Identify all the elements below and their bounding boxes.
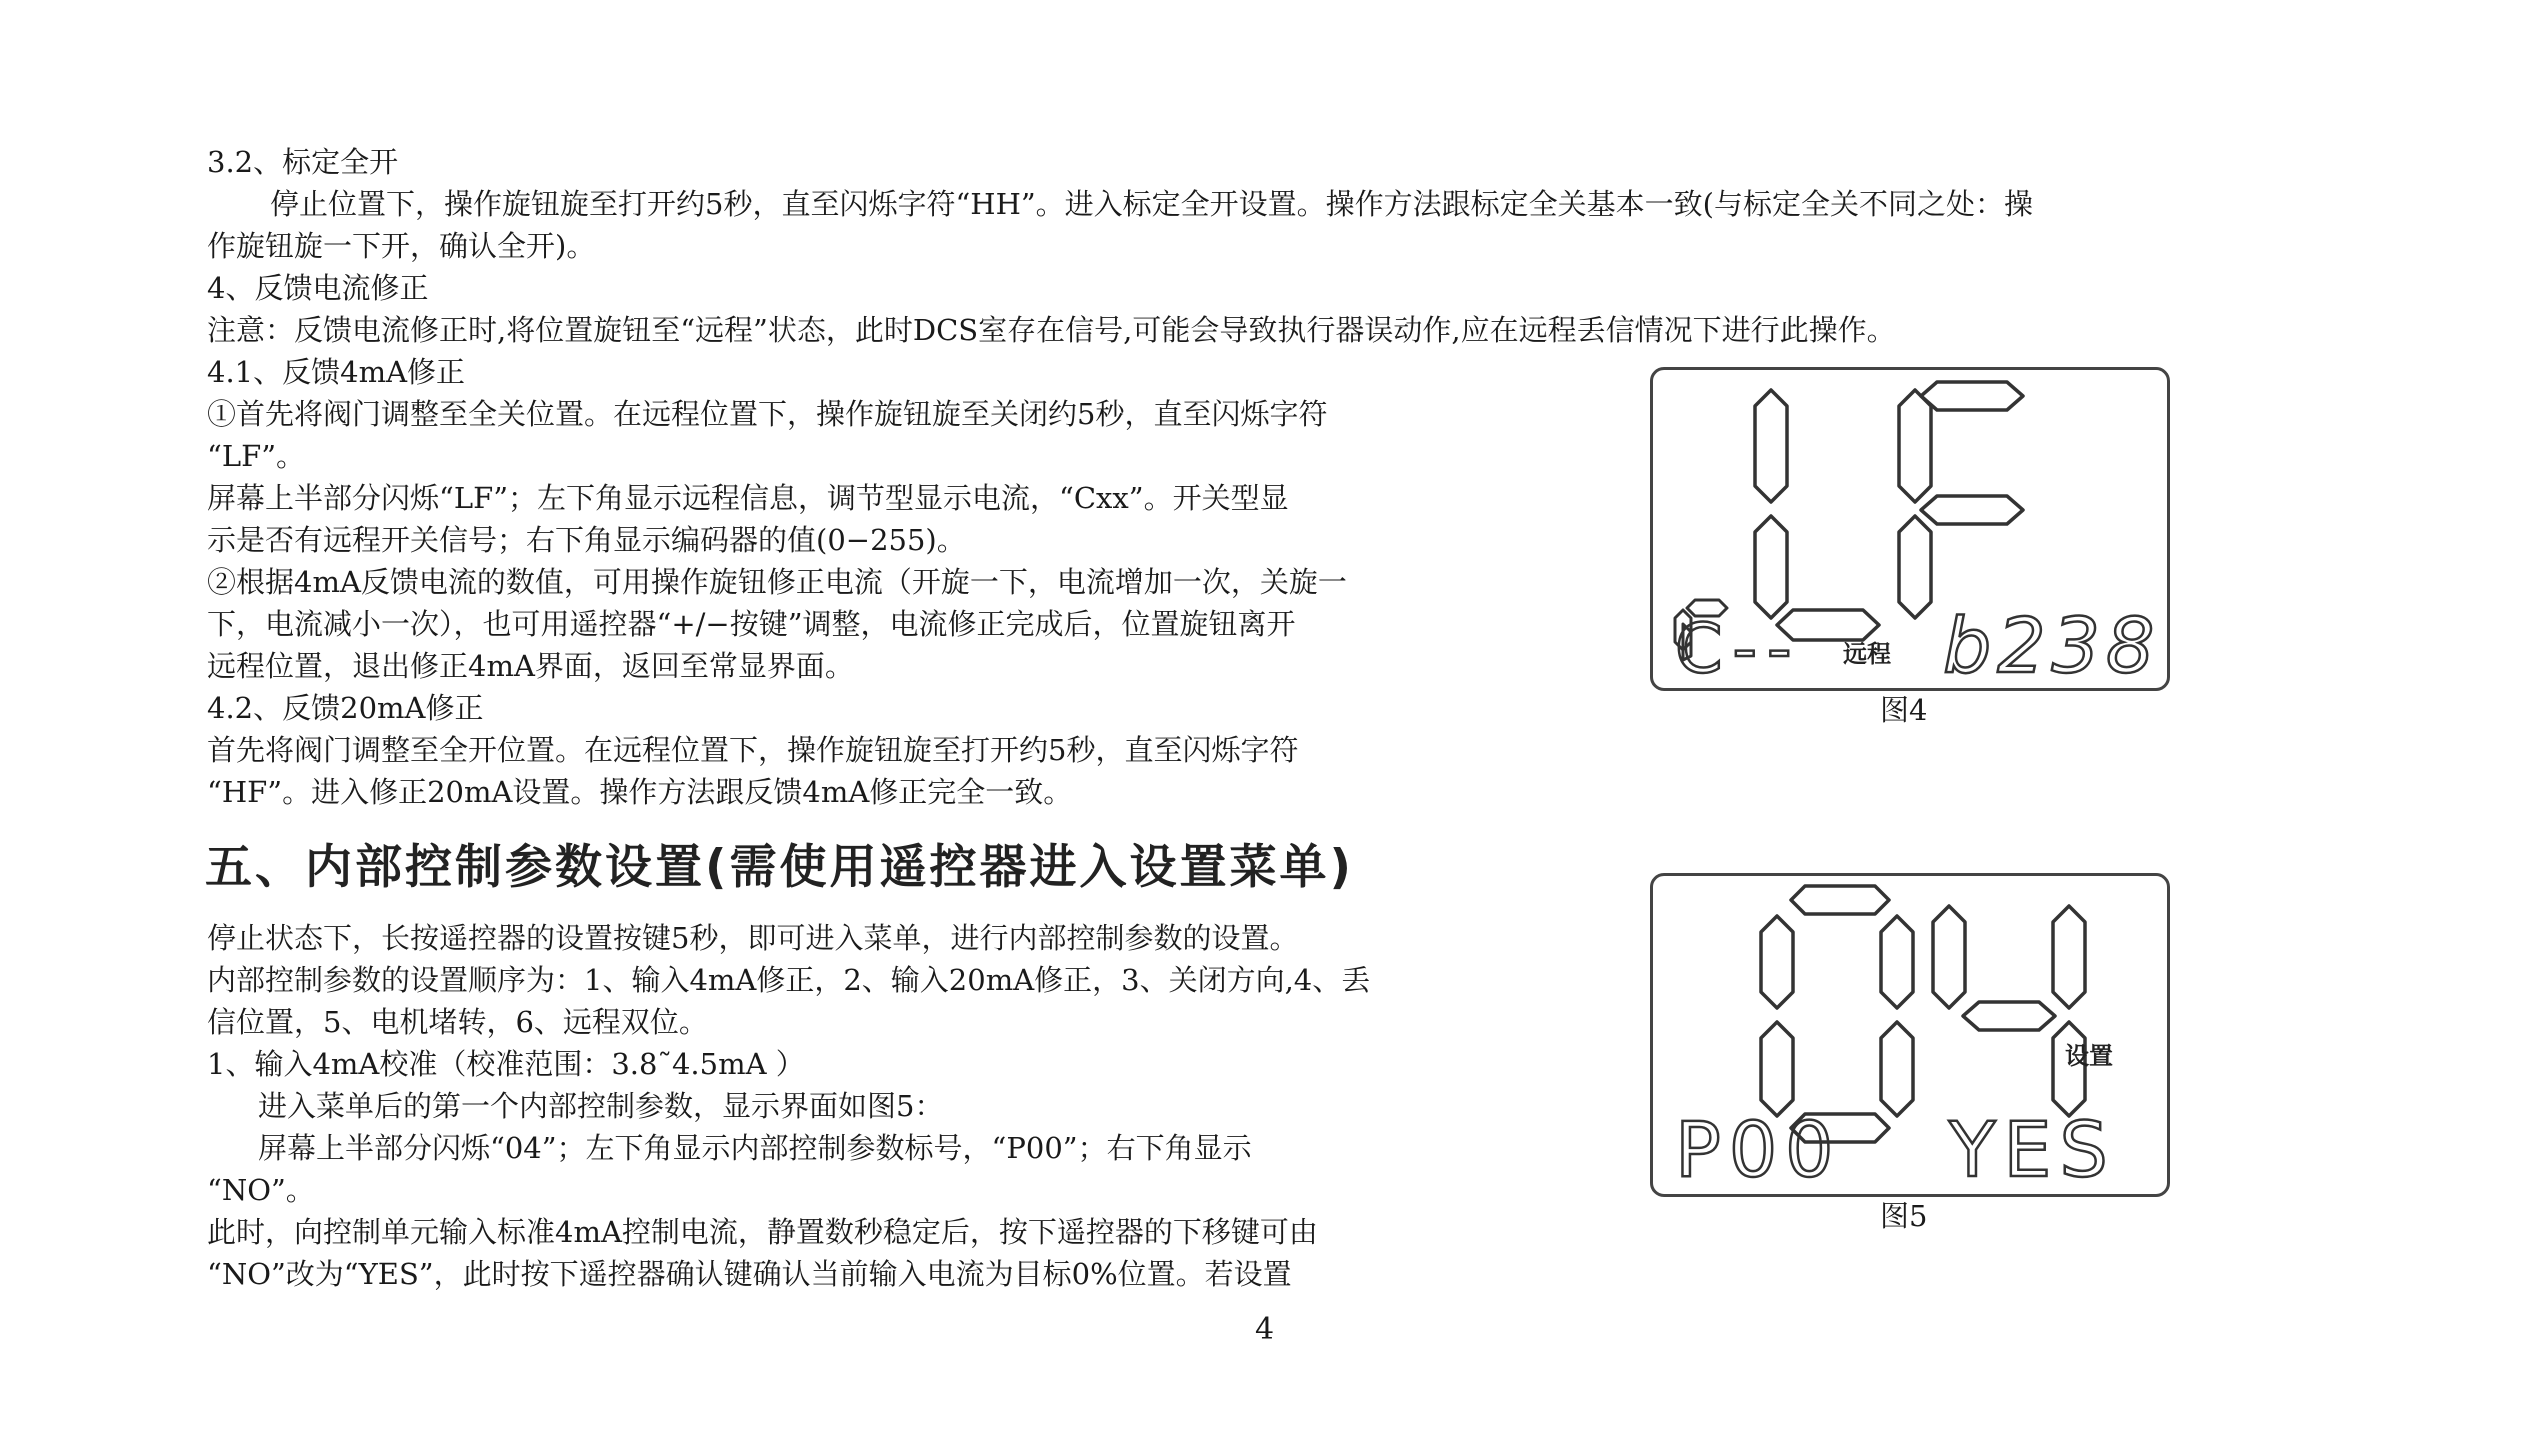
lcd-tag: 远程 [1843, 640, 1891, 668]
lcd-main-text: LF [1653, 370, 1655, 371]
paragraph-line: “NO”。 [207, 1173, 315, 1207]
segment [1899, 516, 1931, 618]
section-4-2-heading: 4.2、反馈20mA修正 [207, 691, 484, 725]
paragraph-line: 屏幕上半部分闪烁“04”；左下角显示内部控制参数标号，“P00”；右下角显示 [258, 1131, 1252, 1165]
segment [1791, 886, 1889, 914]
paragraph-line: 屏幕上半部分闪烁“LF”；左下角显示远程信息，调节型显示电流，“Cxx”。开关型显 [207, 481, 1289, 515]
segment [1761, 916, 1793, 1008]
segment [1755, 390, 1787, 502]
segment [1963, 1002, 2055, 1030]
paragraph-line: 首先将阀门调整至全开位置。在远程位置下，操作旋钮旋至打开约5秒，直至闪烁字符 [207, 733, 1299, 767]
segment [1881, 1022, 1913, 1116]
section-4-heading: 4、反馈电流修正 [207, 271, 429, 305]
segment [1921, 496, 2023, 524]
lcd-bottom-right: YES [1949, 1105, 2116, 1194]
lcd-figure4-graphic [1653, 370, 2167, 688]
paragraph-line: 示是否有远程开关信号；右下角显示编码器的值(0−255)。 [207, 523, 966, 557]
lcd-display-figure4 [1650, 367, 2170, 691]
paragraph-line: 下，电流减小一次），也可用遥控器“+/−按键”调整，电流修正完成后，位置旋钮离开 [207, 607, 1296, 641]
section-1-heading: 1、输入4mA校准（校准范围：3.8˜4.5mA ） [207, 1047, 805, 1081]
segment [1921, 382, 2023, 410]
paragraph-line: 停止状态下，长按遥控器的设置按键5秒，即可进入菜单，进行内部控制参数的设置。 [207, 921, 1299, 955]
paragraph-line: ①首先将阀门调整至全关位置。在远程位置下，操作旋钮旋至关闭约5秒，直至闪烁字符 [207, 397, 1328, 431]
paragraph-line: ②根据4mA反馈电流的数值，可用操作旋钮修正电流（开旋一下，电流增加一次，关旋一 [207, 565, 1347, 599]
lcd-display-figure5 [1650, 873, 2170, 1197]
segment [1881, 916, 1913, 1008]
figure5-caption: 图5 [1880, 1199, 1928, 1233]
paragraph-line: 停止位置下，操作旋钮旋至打开约5秒，直至闪烁字符“HH”。进入标定全开设置。操作方法跟标定全关基本一致(与标定全关不同之处：操 [270, 187, 2033, 221]
warning-note: 注意：反馈电流修正时,将位置旋钮至“远程”状态，此时DCS室存在信号,可能会导致执行器误动作,应在远程丢信情况下进行此操作。 [207, 313, 1896, 347]
lcd-tag: 设置 [2065, 1042, 2113, 1070]
page-number: 4 [1255, 1312, 1275, 1347]
segment [1755, 516, 1787, 618]
paragraph-line: 远程位置，退出修正4mA界面，返回至常显界面。 [207, 649, 854, 683]
lcd-bottom-left: C-- [1675, 610, 1802, 688]
lcd-main-text: 04 [1653, 876, 1655, 877]
lcd-bottom-right: b238 [1943, 601, 2161, 688]
paragraph-line: “HF”。进入修正20mA设置。操作方法跟反馈4mA修正完全一致。 [207, 775, 1073, 809]
segment [2053, 906, 2085, 1008]
section-3-2-heading: 3.2、标定全开 [207, 145, 399, 179]
lcd-bottom-left: P00 [1675, 1105, 1842, 1194]
paragraph-line: 作旋钮旋一下开，确认全开)。 [207, 229, 596, 263]
paragraph-line: “LF”。 [207, 439, 306, 473]
segment [1899, 390, 1931, 502]
figure4-caption: 图4 [1880, 693, 1928, 727]
segment [1933, 906, 1965, 1008]
section-4-1-heading: 4.1、反馈4mA修正 [207, 355, 466, 389]
paragraph-line: “NO”改为“YES”，此时按下遥控器确认键确认当前输入电流为目标0%位置。若设置 [207, 1257, 1292, 1291]
paragraph-line: 内部控制参数的设置顺序为：1、输入4mA修正，2、输入20mA修正，3、关闭方向,4、丢 [207, 963, 1371, 997]
lcd-figure5-graphic [1653, 876, 2167, 1194]
paragraph-line: 信位置，5、电机堵转，6、远程双位。 [207, 1005, 708, 1039]
paragraph-line: 进入菜单后的第一个内部控制参数，显示界面如图5： [258, 1089, 944, 1123]
segment [1761, 1022, 1793, 1116]
chapter-5-title: 五、内部控制参数设置(需使用遥控器进入设置菜单) [205, 840, 1354, 895]
paragraph-line: 此时，向控制单元输入标准4mA控制电流，静置数秒稳定后，按下遥控器的下移键可由 [207, 1215, 1318, 1249]
